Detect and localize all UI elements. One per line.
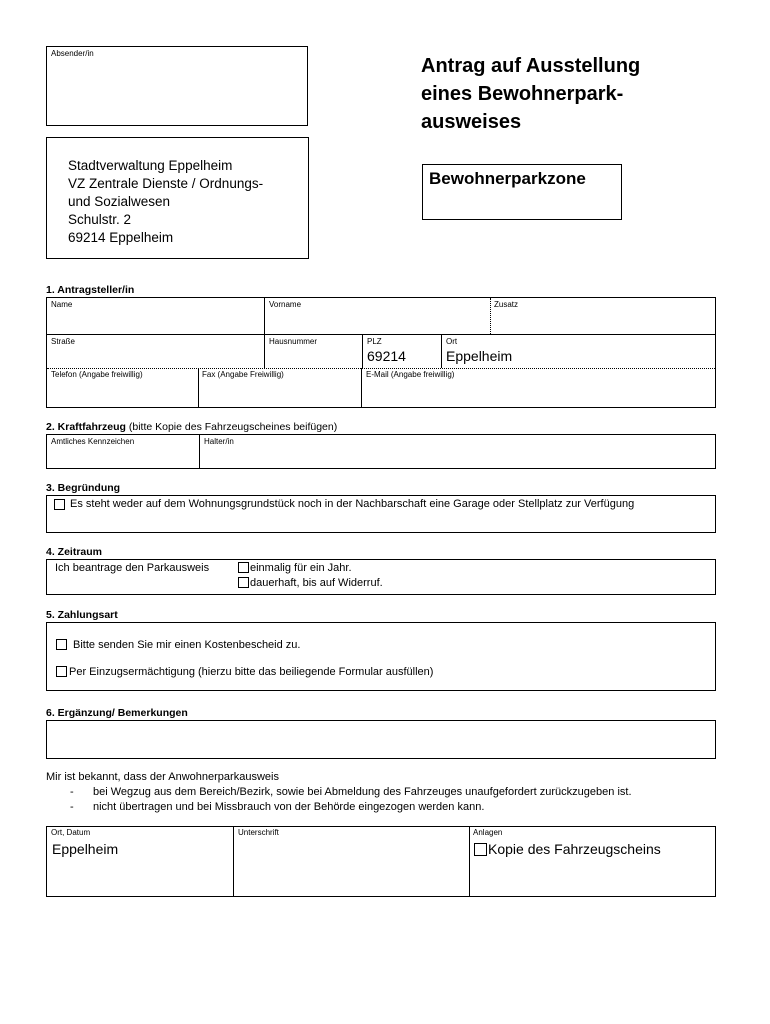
- payment-invoice-label: Bitte senden Sie mir einen Kostenbescheid zu.: [73, 639, 301, 651]
- hausnummer-label: Hausnummer: [269, 337, 318, 346]
- sender-box[interactable]: [46, 46, 308, 126]
- vehicle-table: [46, 434, 716, 469]
- section2-title: 2. Kraftfahrzeug: [46, 421, 126, 433]
- plz-value[interactable]: 69214: [367, 348, 406, 364]
- fax-label: Fax (Angabe Freiwillig): [202, 370, 284, 379]
- section6-heading: 6. Ergänzung/ Bemerkungen: [46, 707, 188, 719]
- zusatz-label: Zusatz: [494, 300, 519, 309]
- zusatz-field[interactable]: [491, 298, 715, 334]
- period-permanent-checkbox[interactable]: [238, 577, 249, 588]
- anlage-option-label: Kopie des Fahrzeugscheins: [488, 841, 661, 857]
- vorname-field[interactable]: [265, 298, 490, 334]
- remarks-field[interactable]: [46, 720, 716, 759]
- recipient-line-5: 69214 Eppelheim: [68, 230, 174, 245]
- vorname-label: Vorname: [269, 300, 302, 309]
- unterschrift-label: Unterschrift: [238, 828, 279, 837]
- section3-heading: 3. Begründung: [46, 482, 121, 494]
- signature-table: [46, 826, 716, 897]
- zone-label: Bewohnerparkzone: [429, 169, 586, 188]
- kennzeichen-field[interactable]: [47, 435, 199, 468]
- notice-item-2: nicht übertragen und bei Missbrauch von der Behörde eingezogen werden kann.: [93, 801, 485, 813]
- period-box: [46, 559, 716, 595]
- ort-datum-label: Ort, Datum: [51, 828, 91, 837]
- ort-label: Ort: [446, 337, 458, 346]
- form-title: [421, 52, 640, 136]
- section2-note: (bitte Kopie des Fahrzeugscheines beifügen): [125, 421, 338, 433]
- reason-option-label: Es steht weder auf dem Wohnungsgrundstück noch in der Nachbarschaft eine Garage oder Stellplatz zur Verfügung: [70, 498, 635, 510]
- notice-item-1: bei Wegzug aus dem Bereich/Bezirk, sowie bei Abmeldung des Fahrzeuges unaufgefordert zurückzugeben ist.: [93, 786, 632, 798]
- notice-dash-2: -: [70, 801, 74, 813]
- ort-datum-value[interactable]: Eppelheim: [52, 841, 119, 857]
- anlagen-label: Anlagen: [473, 828, 503, 837]
- section4-heading: 4. Zeitraum: [46, 546, 103, 558]
- recipient-line-2: VZ Zentrale Dienste / Ordnungs-: [68, 176, 264, 191]
- period-once-label: einmalig für ein Jahr.: [250, 562, 352, 574]
- payment-box: [46, 622, 716, 691]
- halter-label: Halter/in: [204, 437, 234, 446]
- section2-heading: [46, 421, 337, 433]
- period-once-checkbox[interactable]: [238, 562, 249, 573]
- sender-label: Absender/in: [51, 49, 94, 58]
- kennzeichen-label: Amtliches Kennzeichen: [51, 437, 135, 446]
- title-line-1: Antrag auf Ausstellung: [421, 55, 641, 77]
- title-line-3: ausweises: [421, 111, 522, 133]
- email-label: E-Mail (Angabe freiwillig): [366, 370, 455, 379]
- reason-box: [46, 495, 716, 533]
- anlage-checkbox[interactable]: [474, 843, 487, 856]
- applicant-table: [46, 297, 716, 408]
- ort-value[interactable]: Eppelheim: [446, 348, 513, 364]
- halter-field[interactable]: [200, 435, 715, 468]
- recipient-line-1: Stadtverwaltung Eppelheim: [68, 158, 233, 173]
- section5-heading: 5. Zahlungsart: [46, 609, 118, 621]
- recipient-box: [46, 137, 309, 259]
- notice-intro: Mir ist bekannt, dass der Anwohnerparkausweis: [46, 771, 279, 783]
- recipient-line-4: Schulstr. 2: [68, 212, 132, 227]
- period-intro: Ich beantrage den Parkausweis: [55, 562, 210, 574]
- recipient-line-3: und Sozialwesen: [68, 194, 171, 209]
- name-label: Name: [51, 300, 73, 309]
- zone-box[interactable]: [422, 164, 622, 220]
- telefon-label: Telefon (Angabe freiwillig): [51, 370, 143, 379]
- reason-checkbox[interactable]: [54, 499, 65, 510]
- strasse-label: Straße: [51, 337, 76, 346]
- plz-label: PLZ: [367, 337, 382, 346]
- period-permanent-label: dauerhaft, bis auf Widerruf.: [250, 577, 383, 589]
- title-line-2: eines Bewohnerpark-: [421, 83, 624, 105]
- section1-heading: 1. Antragsteller/in: [46, 284, 135, 296]
- notice-dash-1: -: [70, 786, 74, 798]
- payment-invoice-checkbox[interactable]: [56, 639, 67, 650]
- payment-debit-label: Per Einzugsermächtigung (hierzu bitte das beiliegende Formular ausfüllen): [69, 666, 434, 678]
- signature-field[interactable]: [234, 839, 469, 896]
- payment-debit-checkbox[interactable]: [56, 666, 67, 677]
- name-field[interactable]: [47, 298, 264, 334]
